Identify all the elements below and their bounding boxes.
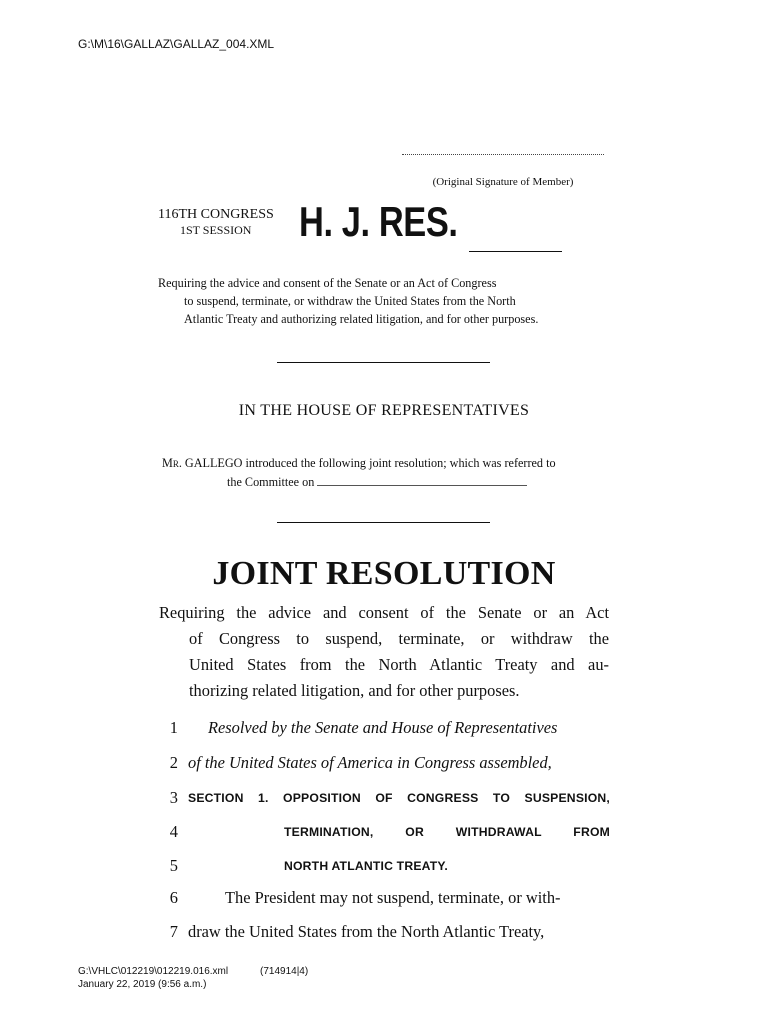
divider — [277, 362, 490, 363]
section-text: draw the United States from the North Atlantic Treaty, — [188, 922, 545, 941]
committee-line-row — [162, 473, 608, 492]
short-title-line: to suspend, terminate, or withdraw the United States from the North — [184, 294, 516, 308]
section-text: The President may not suspend, terminate, or with- — [225, 888, 561, 907]
body-line — [150, 922, 610, 956]
introduction-text: introduced the following joint resolution; which was referred to — [242, 456, 556, 470]
session-number: 1ST SESSION — [180, 223, 252, 237]
long-title-line: United States from the North Atlantic Treaty and au- — [189, 655, 609, 674]
sponsor-name: Mr. GALLEGO — [162, 456, 243, 470]
line-number: 4 — [169, 822, 178, 841]
line-number: 5 — [169, 856, 178, 875]
footer-document-id: (714914|4) — [260, 966, 309, 977]
long-title-line: of Congress to suspend, terminate, or withdraw the — [189, 629, 609, 648]
signature-label: (Original Signature of Member) — [432, 176, 574, 188]
line-number: 2 — [169, 753, 178, 772]
resolution-title: JOINT RESOLUTION — [212, 555, 556, 592]
bill-type: H. J. RES. — [299, 198, 458, 245]
body-line — [150, 856, 610, 890]
file-path: G:\M\16\GALLAZ\GALLAZ_004.XML — [78, 37, 275, 51]
signature-line — [402, 154, 604, 155]
short-title-line: Atlantic Treaty and authorizing related litigation, and for other purposes. — [184, 312, 539, 326]
enacting-clause: of the United States of America in Congress assembled, — [188, 753, 552, 772]
section-heading: TERMINATION, OR WITHDRAWAL FROM — [284, 825, 610, 839]
line-number: 1 — [169, 718, 178, 737]
divider — [277, 522, 490, 523]
committee-prefix: the Committee on — [227, 475, 318, 489]
chamber-heading: IN THE HOUSE OF REPRESENTATIVES — [238, 402, 530, 419]
body-line — [150, 753, 610, 787]
footer-file-path: G:\VHLC\012219\012219.016.xml — [78, 966, 229, 977]
line-number: 6 — [169, 888, 178, 907]
enacting-clause: Resolved by the Senate and House of Representatives — [208, 718, 558, 737]
bill-number-blank — [469, 251, 562, 252]
short-title — [158, 274, 610, 328]
body-line — [150, 718, 610, 752]
short-title-line: Requiring the advice and consent of the Senate or an Act of Congress — [158, 276, 497, 290]
introduction — [162, 454, 608, 492]
line-number: 7 — [169, 922, 178, 941]
body-line — [150, 788, 610, 822]
footer-date: January 22, 2019 (9:56 a.m.) — [78, 979, 207, 990]
body-line — [150, 888, 610, 922]
congress-number: 116TH CONGRESS — [158, 207, 274, 222]
long-title-line: Requiring the advice and consent of the Senate or an Act — [159, 603, 609, 622]
body-line — [150, 822, 610, 856]
section-heading: NORTH ATLANTIC TREATY. — [284, 859, 448, 873]
long-title — [159, 600, 609, 704]
section-heading: SECTION 1. OPPOSITION OF CONGRESS TO SUSPENSION, — [188, 791, 610, 805]
long-title-line: thorizing related litigation, and for other purposes. — [189, 681, 520, 700]
committee-blank — [317, 475, 527, 486]
line-number: 3 — [169, 788, 178, 807]
